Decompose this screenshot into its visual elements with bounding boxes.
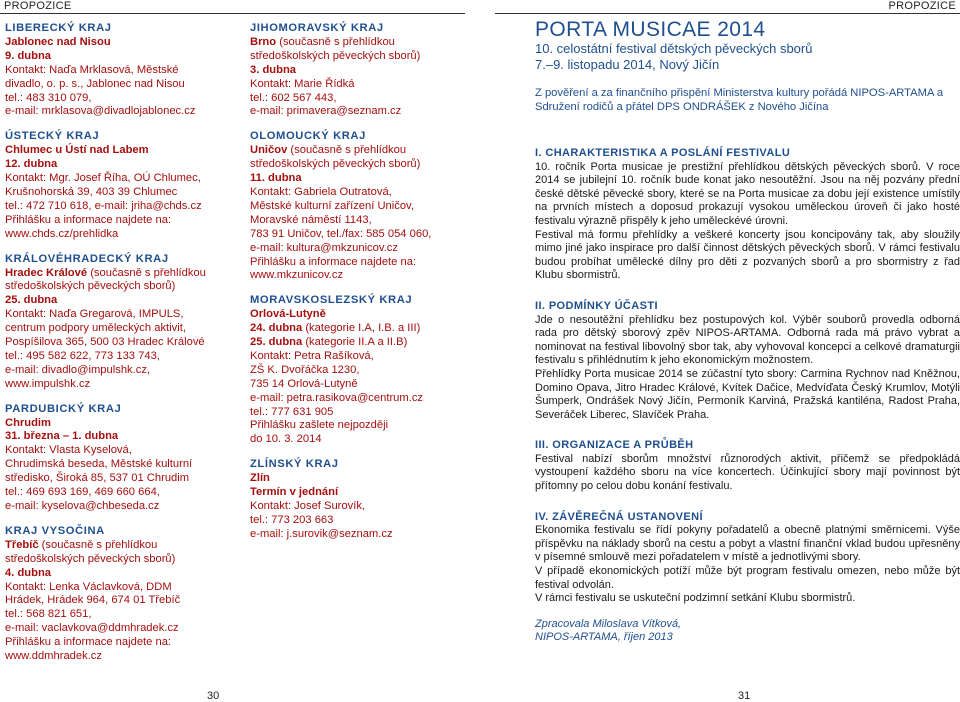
region-line: Kontakt: Mgr. Josef Říha, OÚ Chlumec,: [5, 172, 201, 185]
region-line: tel.: 568 821 651,: [5, 608, 92, 621]
region-line: Kontakt: Vlasta Kyselová,: [5, 444, 132, 457]
region-line: www.mkzunicov.cz: [250, 269, 344, 282]
region-line: Kontakt: Gabriela Outratová,: [250, 185, 392, 198]
region-line: e-mail: mrklasova@divadlojablonec.cz: [5, 105, 196, 118]
region-line: Brno (současně s přehlídkou: [250, 35, 395, 48]
region-line: Krušnohorská 39, 403 39 Chlumec: [5, 185, 178, 198]
region-line: středoškolských pěveckých sborů): [250, 158, 421, 171]
region-line: e-mail: kyselova@chbeseda.cz: [5, 500, 160, 512]
region-line: 3. dubna: [250, 63, 296, 76]
region-heading: KRAJ VYSOČINA: [5, 524, 105, 537]
region-heading: OLOMOUCKÝ KRAJ: [250, 130, 366, 143]
section-4-paragraph-2: V případě ekonomických potíží může být program festivalu omezen, nebo může být festival odvolán.: [535, 565, 960, 591]
region-line: tel.: 777 631 905: [250, 405, 334, 418]
region-line: ZŠ K. Dvořáčka 1230,: [250, 363, 360, 376]
region-line: Jablonec nad Nisou: [5, 35, 111, 48]
section-heading-4: IV. ZÁVĚREČNÁ USTANOVENÍ: [535, 510, 703, 523]
section-1-paragraph-1: 10. ročník Porta musicae je prestižní přehlídkou dětských pěveckých sborů. V roce 2014 se jubilejní 10. ročník bude konat jako nesoutěžní. Jsou na něj pozvány přední české dětské pěvecké sbory, které se na Porta musicae za dobu její existence umístily na prvních místech a doposud prokazují vysokou uměleckou úroveň či jako hosté festivalu výrazně přispěly k jeho uměleckévé úrovni.: [535, 160, 960, 227]
region-line: www.impulshk.cz: [5, 377, 91, 390]
region-line: 31. března – 1. dubna: [5, 430, 119, 443]
region-line: Přihlášku a informace najdete na:: [5, 636, 172, 649]
region-line: 11. dubna: [250, 172, 302, 185]
region-line: Chlumec u Ústí nad Labem: [5, 144, 149, 157]
section-1-paragraph-2: Festival má formu přehlídky a veškeré koncerty jsou koncipovány tak, aby sloužily mimo jiné jako inspirace pro další činnost dětských pěveckých sborů. V rámci festivalu budou probíhat umělecké dílny pro děti z pozvaných sborů a pro sbormistry z řad Klubu sbormistrů.: [535, 228, 960, 282]
region-line: Pospíšilova 365, 500 03 Hradec Králové: [5, 336, 205, 349]
region-line: 24. dubna (kategorie I.A, I.B. a III): [250, 322, 421, 335]
signature-org-date: NIPOS-ARTAMA, říjen 2013: [535, 631, 673, 644]
region-line: e-mail: vaclavkova@ddmhradek.cz: [5, 622, 179, 635]
region-line: do 10. 3. 2014: [250, 433, 322, 446]
region-line: středoškolských pěveckých sborů): [250, 49, 421, 62]
region-line: Hradec Králové (současně s přehlídkou: [5, 266, 206, 279]
festival-dates: 7.–9. listopadu 2014, Nový Jičín: [535, 56, 720, 72]
region-heading: ÚSTECKÝ KRAJ: [5, 130, 100, 143]
region-line: e-mail: primavera@seznam.cz: [250, 105, 402, 118]
region-line: tel.: 773 203 663: [250, 513, 334, 526]
region-line: Hrádek, Hrádek 964, 674 01 Třebíč: [5, 594, 181, 607]
page-number-left: 30: [207, 690, 220, 702]
region-line: Zlín: [250, 472, 270, 485]
header-rule-right: [495, 13, 960, 14]
region-line: Uničov (současně s přehlídkou: [250, 144, 407, 157]
region-line: 25. dubna: [5, 294, 58, 307]
region-line: tel.: 495 582 622, 773 133 743,: [5, 349, 160, 362]
region-column-2: [250, 22, 475, 542]
section-heading-1: I. CHARAKTERISTIKA A POSLÁNÍ FESTIVALU: [535, 147, 791, 159]
festival-title: PORTA MUSICAE 2014: [535, 18, 766, 41]
region-line: e-mail: divadlo@impulshk.cz,: [5, 363, 151, 376]
festival-intro: Z pověření a za finančního přispění Ministerstva kultury pořádá NIPOS-ARTAMA a Sdružení rodičů a přátel DPS ONDRÁŠEK z Nového Jičína: [535, 87, 944, 113]
region-line: e-mail: kultura@mkzunicov.cz: [250, 241, 398, 254]
region-line: středisko, Široká 85, 537 01 Chrudim: [5, 472, 190, 485]
region-line: e-mail: j.surovik@seznam.cz: [250, 527, 393, 540]
header-rule-left: [0, 13, 465, 14]
region-line: Kontakt: Josef Surovík,: [250, 500, 366, 512]
section-2-paragraph-2: Přehlídky Porta musicae 2014 se zúčastní tyto sbory: Carmina Rychnov nad Kněžnou, Domino Opava, Jitro Hradec Králové, Kvítek Dačice, Medvíďata Český Krumlov, Motýli Šumperk, Ondrášek Nový Jičín, Permoník Karviná, Pražská kantiléna, Radost Praha, Severáček Liberec, Slavíček Praha.: [535, 367, 960, 421]
running-header-left: PROPOZICE: [4, 0, 72, 12]
region-line: Kontakt: Marie Řídká: [250, 77, 355, 90]
region-line: Termín v jednání: [250, 486, 339, 499]
region-line: Moravské náměstí 1143,: [250, 213, 372, 226]
region-line: e-mail: petra.rasikova@centrum.cz: [250, 391, 424, 404]
section-4-paragraph-1: Ekonomika festivalu se řídí pokyny pořadatelů a obecně platnými směrnicemi. Výše příspěvku na náklady sborů na cestu a pobyt a vlastní finanční vklad budou upřesněny v písemné smlouvě mezi pořadatelem v místě a jednotlivými sbory.: [535, 524, 960, 564]
region-line: divadlo, o. p. s., Jablonec nad Nisou: [5, 77, 185, 90]
festival-propozice: [535, 18, 960, 645]
region-line: Kontakt: Petra Rašíková,: [250, 349, 374, 362]
region-line: 12. dubna: [5, 158, 58, 171]
region-line: tel.: 472 710 618, e-mail: jriha@chds.cz: [5, 199, 202, 212]
region-line: Třebíč (současně s přehlídkou: [5, 538, 158, 551]
signature-author: Zpracovala Miloslava Vítková,: [535, 617, 682, 630]
region-line: tel.: 483 310 079,: [5, 91, 92, 104]
region-line: Kontakt: Naďa Gregarová, IMPULS,: [5, 308, 184, 321]
region-line: 783 91 Uničov, tel./fax: 585 054 060,: [250, 227, 432, 240]
region-line: Kontakt: Naďa Mrklasová, Městské: [5, 63, 179, 76]
region-line: Městské kulturní zařízení Uničov,: [250, 199, 414, 212]
region-line: středoškolských pěveckých sborů): [5, 280, 176, 293]
region-line: Chrudimská beseda, Městské kulturní: [5, 458, 193, 471]
region-line: www.ddmhradek.cz: [5, 650, 102, 663]
region-line: www.chds.cz/prehlidka: [5, 227, 119, 240]
region-line: 9. dubna: [5, 49, 51, 62]
region-line: centrum podpory uměleckých aktivit,: [5, 322, 186, 335]
region-column-1: [5, 22, 225, 664]
region-line: Přihlášku a informace najdete na:: [5, 213, 172, 226]
region-heading: KRÁLOVÉHRADECKÝ KRAJ: [5, 252, 169, 265]
region-line: 4. dubna: [5, 566, 51, 579]
running-header-right: PROPOZICE: [888, 0, 956, 12]
region-line: Chrudim: [5, 416, 51, 429]
section-2-paragraph-1: Jde o nesoutěžní přehlídku bez postupových kol. Výběr souborů provedla odborná rada pro dětský sborový zpěv NIPOS-ARTAMA. Odborná rada má právo vybrat a nominovat na festival libovolný sbor tak, aby vyhovoval koncepci a celkové dramaturgii festivalu s přihlédnutím k jeho ekonomickým možnostem.: [535, 313, 960, 367]
region-line: 735 14 Orlová-Lutyně: [250, 377, 358, 390]
festival-subtitle: 10. celostátní festival dětských pěveckých sborů: [535, 41, 813, 56]
page-number-right: 31: [738, 690, 751, 702]
region-line: Kontakt: Lenka Václavková, DDM: [5, 580, 172, 593]
region-line: tel.: 602 567 443,: [250, 91, 337, 104]
region-line: Přihlášku a informace najdete na:: [250, 255, 417, 268]
region-line: Přihlášku zašlete nejpozději: [250, 419, 389, 432]
region-line: 25. dubna (kategorie II.A a II.B): [250, 336, 408, 349]
region-heading: PARDUBICKÝ KRAJ: [5, 402, 122, 415]
section-4-paragraph-3: V rámci festivalu se uskuteční podzimní setkání Klubu sbormistrů.: [535, 592, 856, 605]
section-heading-2: II. PODMÍNKY ÚČASTI: [535, 299, 658, 312]
section-3-paragraph-1: Festival nabízí sborům množství různorodých aktivit, přičemž se předpokládá vystoupení každého sboru na více koncertech. Účinkující sbory mají povinnost být přítomny po celou dobu konání festivalu.: [535, 452, 960, 493]
region-heading: LIBERECKÝ KRAJ: [5, 22, 112, 34]
region-line: středoškolských pěveckých sborů): [5, 552, 176, 565]
region-heading: JIHOMORAVSKÝ KRAJ: [250, 22, 384, 34]
region-line: tel.: 469 693 169, 469 660 664,: [5, 486, 160, 499]
region-heading: ZLÍNSKÝ KRAJ: [250, 458, 339, 471]
region-line: Orlová-Lutyně: [250, 308, 326, 321]
region-heading: MORAVSKOSLEZSKÝ KRAJ: [250, 294, 413, 307]
section-heading-3: III. ORGANIZACE A PRŮBĚH: [535, 439, 694, 452]
